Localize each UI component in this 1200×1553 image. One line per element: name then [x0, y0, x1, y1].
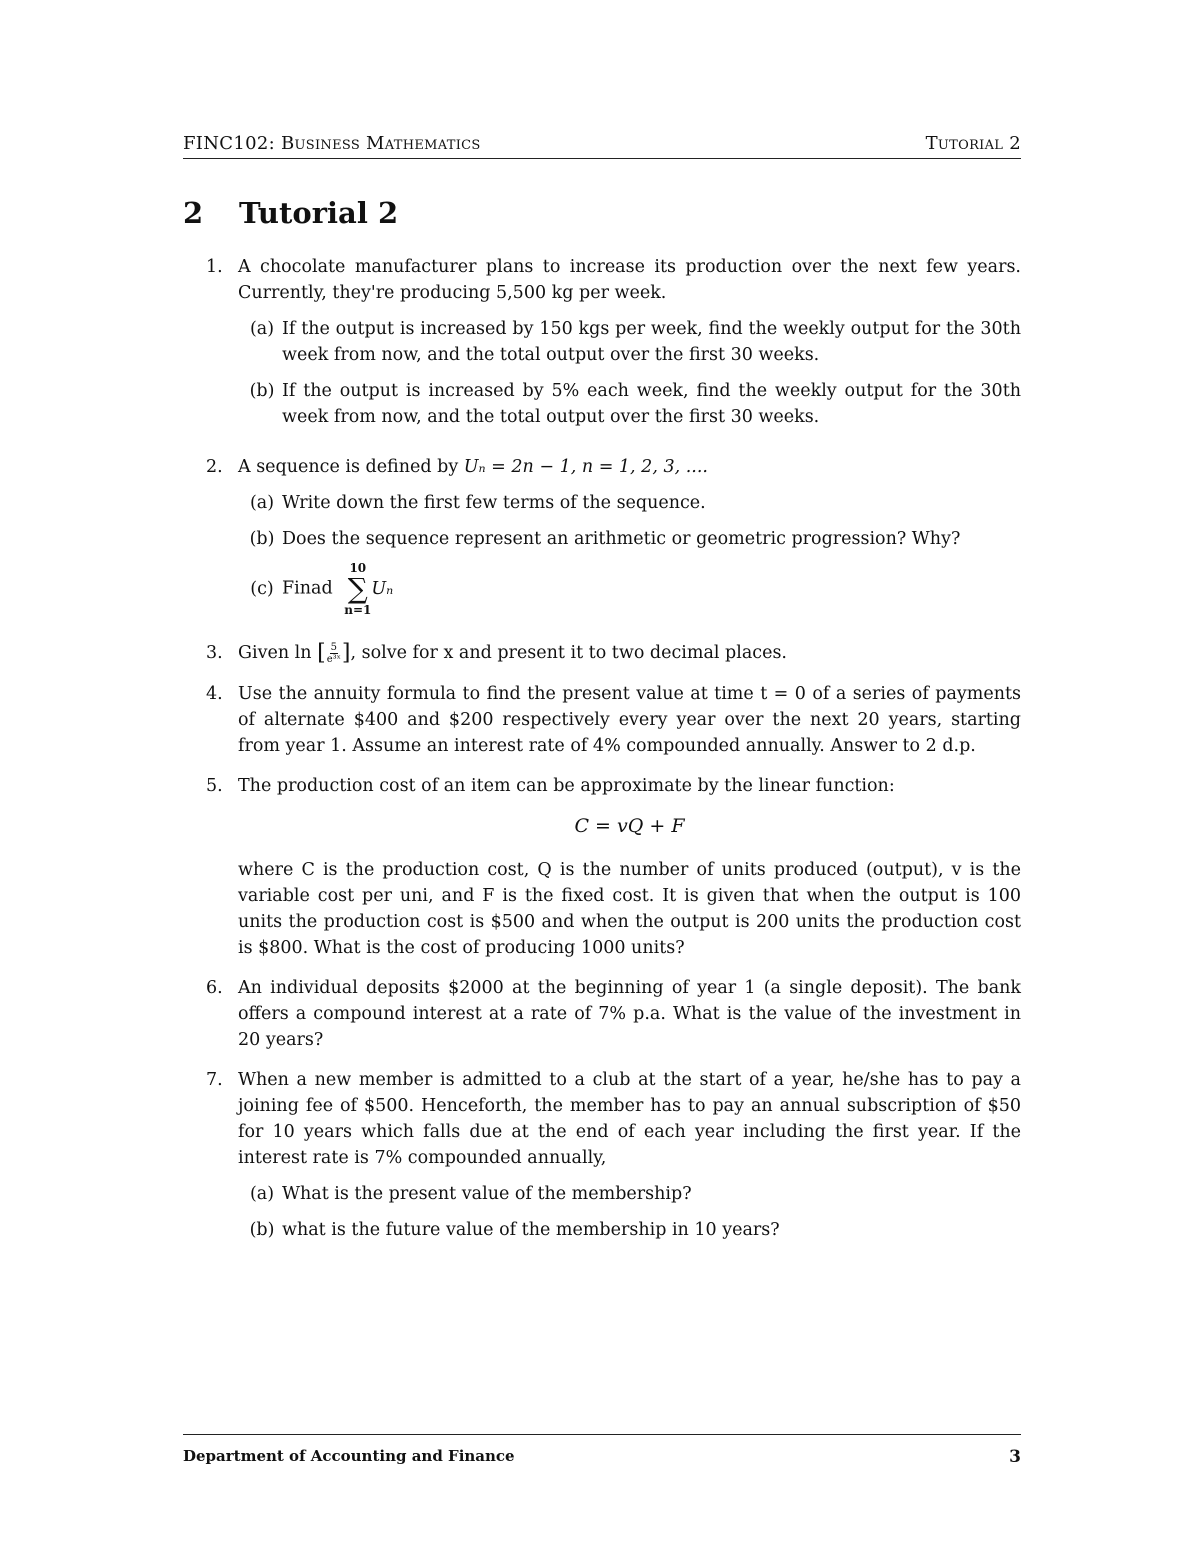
subquestion-2a: [238, 490, 1021, 516]
question-number: 6.: [206, 977, 223, 998]
question-list: [206, 254, 1021, 1267]
question-number: 3.: [206, 643, 223, 663]
section-number: 2: [183, 196, 204, 230]
sub-text-wrap: [282, 562, 1021, 616]
subquestion-1a: [238, 316, 1021, 368]
page-footer: [183, 1434, 1021, 1467]
question-number: 7.: [206, 1069, 223, 1090]
sub-text: What is the present value of the membership?: [282, 1183, 692, 1204]
sub-text: Write down the first few terms of the sequence.: [282, 493, 706, 513]
sub-text: what is the future value of the membership in 10 years?: [282, 1219, 780, 1240]
sub-text: If the output is increased by 5% each week, find the weekly output for the 30th week from now, and the total output over the first 30 weeks.: [282, 381, 1021, 427]
sub-label: (b): [249, 529, 275, 549]
question-number: 2.: [206, 457, 223, 477]
sub-label: (a): [249, 493, 275, 513]
linear-cost-equation: C = vQ + F: [574, 814, 685, 837]
course-title: FINC102: Business Mathematics: [183, 133, 481, 154]
question-number: 1.: [206, 257, 223, 277]
sub-text: Finad: [282, 578, 333, 599]
sub-label: (a): [249, 1183, 275, 1204]
question-3: [206, 640, 1021, 667]
sum-term: Uₙ: [371, 579, 394, 599]
question-4: [206, 681, 1021, 759]
question-6: [206, 975, 1021, 1053]
running-header: [183, 133, 1021, 159]
question-text: [238, 640, 1021, 667]
question-1: [206, 254, 1021, 440]
fraction-denominator: e³ˣ: [326, 654, 341, 665]
header-tutorial: Tutorial 2: [925, 133, 1021, 154]
subquestion-7b: [238, 1217, 1021, 1243]
department-name: Department of Accounting and Finance: [183, 1447, 515, 1465]
sub-label: (b): [249, 1219, 275, 1240]
sub-label: (b): [249, 381, 275, 401]
question-2: [206, 454, 1021, 626]
question-text: The production cost of an item can be approximate by the linear function:: [238, 775, 895, 796]
q3-tail: , solve for x and present it to two decimal places.: [350, 643, 787, 663]
sequence-formula: Uₙ = 2n − 1, n = 1, 2, 3, ....: [463, 457, 708, 477]
question-text: When a new member is admitted to a club at the start of a year, he/she has to pay a joining fee of $500. Henceforth, the member has to pay an annual subscription of $50 for 10 years which falls due at the end of each year including the first year. If the interest rate is 7% compounded annually,: [238, 1069, 1021, 1168]
question-text: [238, 454, 1021, 480]
question-text: A chocolate manufacturer plans to increase its production over the next few years. Currently, they're producing 5,500 kg per week.: [238, 257, 1021, 303]
q3-lead: Given ln: [238, 643, 312, 663]
fraction: [327, 642, 341, 665]
subquestion-7a: [238, 1181, 1021, 1207]
question-text-continued: where C is the production cost, Q is the number of units produced (output), v is the variable cost per uni, and F is the fixed cost. It is given that when the output is 100 units the production cost is $500 and when the output is 200 units the production cost is $800. What is the cost of producing 1000 units?: [238, 859, 1021, 958]
question-7: [206, 1067, 1021, 1253]
question-text: Use the annuity formula to find the present value at time t = 0 of a series of payments of alternate $400 and $200 respectively every year over the next 20 years, starting from year 1. Assume an interest rate of 4% compounded annually. Answer to 2 d.p.: [238, 683, 1021, 756]
subquestion-2b: [238, 526, 1021, 552]
fraction-numerator: 5: [330, 642, 337, 653]
sub-text: Does the sequence represent an arithmetic or geometric progression? Why?: [282, 529, 961, 549]
section-title: Tutorial 2: [239, 196, 399, 230]
sub-text: If the output is increased by 150 kgs per week, find the weekly output for the 30th week from now, and the total output over the first 30 weeks.: [282, 319, 1021, 365]
sum-upper-limit: 10: [349, 561, 367, 575]
sigma-symbol: ∑: [347, 572, 368, 605]
subquestion-1b: [238, 378, 1021, 430]
sub-label: (a): [249, 319, 275, 339]
right-bracket: ]: [341, 640, 351, 666]
sum-lower-limit: n=1: [344, 603, 372, 617]
subquestion-2c: [238, 562, 1021, 616]
question-number: 5.: [206, 775, 223, 796]
section-heading: [183, 196, 398, 230]
left-bracket: [: [317, 640, 326, 666]
question-text: An individual deposits $2000 at the beginning of year 1 (a single deposit). The bank offers a compound interest at a rate of 7% p.a. What is the value of the investment in 20 years?: [238, 977, 1021, 1050]
page-number: 3: [1009, 1447, 1021, 1467]
sub-label: (c): [250, 579, 274, 599]
question-text-lead: A sequence is defined by: [238, 457, 464, 477]
question-5: [206, 773, 1021, 961]
summation-expression: [344, 562, 393, 616]
question-number: 4.: [206, 683, 223, 704]
